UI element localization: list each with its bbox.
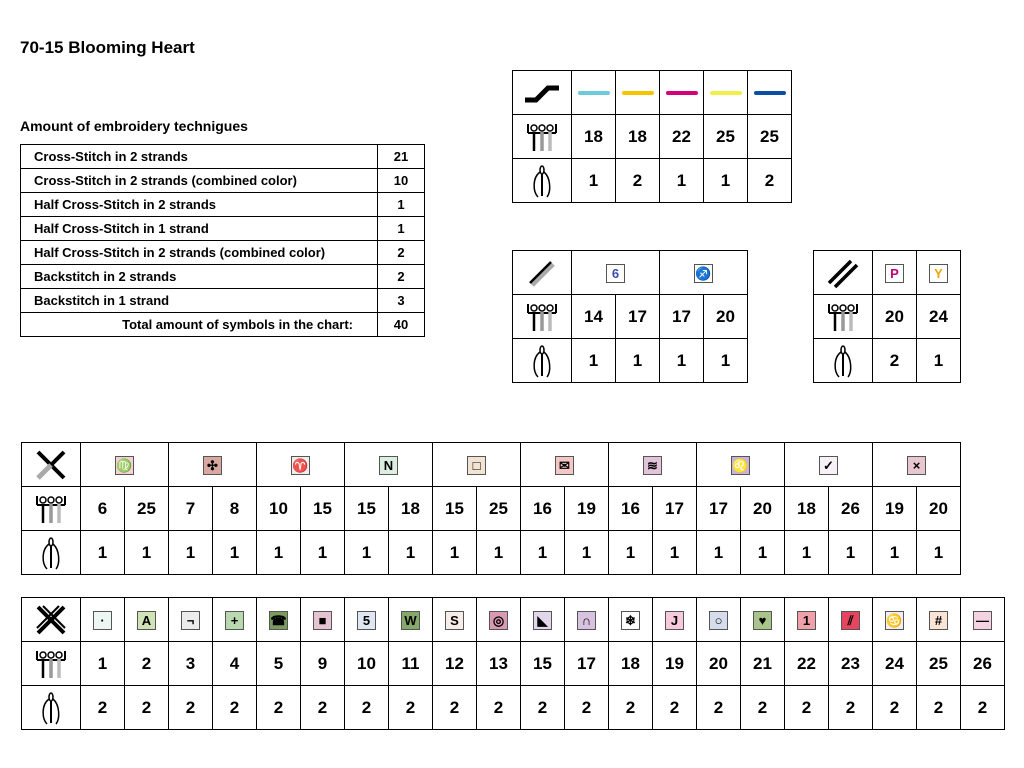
backstitch-color-cell [660, 71, 704, 115]
symbol-cell [521, 443, 609, 487]
thread-count: 1 [81, 642, 125, 686]
thread-count: 13 [477, 642, 521, 686]
strand-count: 1 [873, 531, 917, 575]
thread-count: 10 [345, 642, 389, 686]
thread-count: 17 [616, 295, 660, 339]
symbol-cell [873, 598, 917, 642]
backstitch-line [710, 91, 742, 95]
symbol-cell [829, 598, 873, 642]
cross-stitch-combined-table [21, 442, 961, 575]
strand-row [513, 339, 748, 383]
symbol-cell [345, 598, 389, 642]
symbol-cell [873, 443, 961, 487]
technique-label: Half Cross-Stitch in 1 strand [21, 217, 378, 241]
thread-count: 15 [521, 642, 565, 686]
thread-count: 20 [873, 295, 917, 339]
strand-count: 2 [873, 339, 917, 383]
thread-row [22, 487, 961, 531]
strand-count: 2 [125, 686, 169, 730]
technique-label: Cross-Stitch in 2 strands [21, 145, 378, 169]
thread-count: 21 [741, 642, 785, 686]
symbol-cell [917, 598, 961, 642]
thread-count: 19 [653, 642, 697, 686]
symbol-swatch: — [973, 611, 992, 630]
page-title: 70-15 Blooming Heart [20, 38, 195, 57]
strand-count: 1 [213, 531, 257, 575]
symbol-swatch: ✉ [555, 456, 574, 475]
thread-count: 18 [389, 487, 433, 531]
symbol-cell [345, 443, 433, 487]
technique-count: 3 [378, 289, 425, 313]
thread-count: 26 [961, 642, 1005, 686]
thread-count: 15 [301, 487, 345, 531]
thread-count: 4 [213, 642, 257, 686]
thread-count: 15 [433, 487, 477, 531]
symbol-swatch: 5 [357, 611, 376, 630]
symbol-swatch: 6 [606, 264, 625, 283]
thread-count: 17 [697, 487, 741, 531]
thread-count: 25 [917, 642, 961, 686]
amount-table [20, 144, 425, 337]
thread-count: 18 [785, 487, 829, 531]
half-cross-combined-table [512, 250, 748, 383]
strand-count: 1 [301, 531, 345, 575]
symbol-swatch: N [379, 456, 398, 475]
symbol-cell [741, 598, 785, 642]
thread-count: 22 [785, 642, 829, 686]
symbol-cell [81, 598, 125, 642]
strand-count: 2 [961, 686, 1005, 730]
half-cross-stitch-icon [513, 251, 572, 295]
symbol-cell [169, 598, 213, 642]
thread-row [513, 295, 748, 339]
symbol-swatch: J [665, 611, 684, 630]
strand-count: 1 [653, 531, 697, 575]
thread-count: 9 [301, 642, 345, 686]
strand-count: 1 [565, 531, 609, 575]
symbol-cell [81, 443, 169, 487]
symbol-swatch: ✓ [819, 456, 838, 475]
technique-label: Cross-Stitch in 2 strands (combined color) [21, 169, 378, 193]
symbol-cell [785, 443, 873, 487]
thread-row [814, 295, 961, 339]
strand-count: 2 [741, 686, 785, 730]
backstitch-icon [513, 71, 572, 115]
table-row [21, 241, 425, 265]
table-row [21, 217, 425, 241]
backstitch-line [754, 91, 786, 95]
symbol-cell [609, 598, 653, 642]
strand-count: 2 [213, 686, 257, 730]
thread-count: 16 [609, 487, 653, 531]
needle-icon [22, 686, 81, 730]
thread-count: 24 [917, 295, 961, 339]
symbol-cell [477, 598, 521, 642]
thread-count: 3 [169, 642, 213, 686]
symbol-swatch: 1 [797, 611, 816, 630]
thread-count: 18 [572, 115, 616, 159]
thread-count: 12 [433, 642, 477, 686]
strand-count: 1 [660, 159, 704, 203]
thread-count: 17 [565, 642, 609, 686]
symbol-swatch: ✣ [203, 456, 222, 475]
symbol-swatch: ○ [709, 611, 728, 630]
technique-count: 2 [378, 241, 425, 265]
thread-count: 11 [389, 642, 433, 686]
half-cross-single-table [813, 250, 961, 383]
strand-count: 2 [917, 686, 961, 730]
symbol-cell [433, 443, 521, 487]
symbol-cell [521, 598, 565, 642]
thread-count: 16 [521, 487, 565, 531]
strand-count: 2 [81, 686, 125, 730]
symbol-swatch: + [225, 611, 244, 630]
symbol-cell [257, 598, 301, 642]
strand-count: 1 [785, 531, 829, 575]
thread-count: 25 [704, 115, 748, 159]
needle-icon [814, 339, 873, 383]
strand-count: 2 [169, 686, 213, 730]
thread-row [22, 642, 1005, 686]
symbol-cell [697, 598, 741, 642]
technique-label: Half Cross-Stitch in 2 strands (combined color) [21, 241, 378, 265]
backstitch-color-cell [704, 71, 748, 115]
symbol-cell [213, 598, 257, 642]
symbol-row [22, 598, 1005, 642]
technique-label: Half Cross-Stitch in 2 strands [21, 193, 378, 217]
symbol-swatch: ■ [313, 611, 332, 630]
strand-count: 1 [741, 531, 785, 575]
technique-count: 10 [378, 169, 425, 193]
strand-count: 1 [257, 531, 301, 575]
symbol-cell [301, 598, 345, 642]
total-label: Total amount of symbols in the chart: [21, 313, 378, 337]
thread-icon [22, 487, 81, 531]
symbol-cell [961, 598, 1005, 642]
strand-count: 2 [873, 686, 917, 730]
thread-icon [814, 295, 873, 339]
strand-count: 2 [477, 686, 521, 730]
technique-count: 2 [378, 265, 425, 289]
thread-icon [513, 115, 572, 159]
thread-count: 8 [213, 487, 257, 531]
thread-count: 25 [748, 115, 792, 159]
needle-icon [513, 339, 572, 383]
strand-count: 1 [345, 531, 389, 575]
thread-count: 25 [125, 487, 169, 531]
backstitch-table [512, 70, 792, 203]
thread-count: 18 [609, 642, 653, 686]
table-row [21, 265, 425, 289]
symbol-swatch: ❄ [621, 611, 640, 630]
strand-count: 1 [81, 531, 125, 575]
thread-count: 20 [917, 487, 961, 531]
symbol-cell [873, 251, 917, 295]
symbol-row [513, 251, 748, 295]
strand-count: 1 [572, 339, 616, 383]
backstitch-color-cell [748, 71, 792, 115]
strand-count: 1 [704, 339, 748, 383]
strand-count: 1 [660, 339, 704, 383]
backstitch-color-cell [572, 71, 616, 115]
technique-label: Backstitch in 2 strands [21, 265, 378, 289]
thread-count: 17 [660, 295, 704, 339]
symbol-swatch: ♍ [116, 457, 133, 473]
symbol-swatch: ♈ [292, 457, 309, 473]
thread-icon [22, 642, 81, 686]
symbol-cell [697, 443, 785, 487]
strand-count: 1 [829, 531, 873, 575]
strand-count: 1 [917, 531, 961, 575]
thread-count: 17 [653, 487, 697, 531]
strand-count: 2 [785, 686, 829, 730]
strand-count: 2 [521, 686, 565, 730]
strand-count: 1 [616, 339, 660, 383]
table-row [21, 169, 425, 193]
table-row [21, 193, 425, 217]
strand-count: 1 [704, 159, 748, 203]
symbol-cell [785, 598, 829, 642]
symbol-cell [653, 598, 697, 642]
strand-count: 2 [609, 686, 653, 730]
strand-count: 1 [389, 531, 433, 575]
cross-stitch-icon [22, 598, 81, 642]
strand-row [22, 686, 1005, 730]
strand-count: 2 [565, 686, 609, 730]
total-value: 40 [378, 313, 425, 337]
symbol-swatch: ◎ [489, 611, 508, 630]
strand-count: 2 [257, 686, 301, 730]
technique-label: Backstitch in 1 strand [21, 289, 378, 313]
technique-count: 1 [378, 217, 425, 241]
total-row [21, 313, 425, 337]
backstitch-color-cell [616, 71, 660, 115]
symbol-swatch: ◣ [533, 611, 552, 630]
thread-count: 14 [572, 295, 616, 339]
strand-count: 2 [301, 686, 345, 730]
strand-count: 1 [521, 531, 565, 575]
thread-count: 25 [477, 487, 521, 531]
symbol-swatch: W [401, 611, 420, 630]
thread-count: 10 [257, 487, 301, 531]
symbol-row [22, 443, 961, 487]
thread-count: 7 [169, 487, 213, 531]
thread-count: 19 [565, 487, 609, 531]
symbol-swatch: × [907, 456, 926, 475]
symbol-swatch: A [137, 611, 156, 630]
needle-icon [22, 531, 81, 575]
symbol-cell [433, 598, 477, 642]
symbol-cell [609, 443, 697, 487]
strand-row [513, 159, 792, 203]
technique-count: 1 [378, 193, 425, 217]
backstitch-line [578, 91, 610, 95]
symbol-cell [169, 443, 257, 487]
thread-icon [513, 295, 572, 339]
thread-count: 5 [257, 642, 301, 686]
thread-row [513, 115, 792, 159]
technique-count: 21 [378, 145, 425, 169]
strand-count: 1 [125, 531, 169, 575]
symbol-swatch: ≋ [643, 456, 662, 475]
symbol-cell [917, 251, 961, 295]
needle-icon [513, 159, 572, 203]
symbol-swatch: ♌ [732, 457, 749, 473]
thread-count: 19 [873, 487, 917, 531]
symbol-cell [660, 251, 748, 295]
symbol-swatch: # [929, 611, 948, 630]
symbol-cell [257, 443, 345, 487]
thread-count: 20 [697, 642, 741, 686]
strand-count: 2 [653, 686, 697, 730]
symbol-cell [389, 598, 433, 642]
symbol-cell [125, 598, 169, 642]
symbol-swatch: P [885, 264, 904, 283]
strand-count: 1 [477, 531, 521, 575]
table-row [21, 145, 425, 169]
strand-count: 2 [345, 686, 389, 730]
symbol-cell [565, 598, 609, 642]
cross-stitch-table [21, 597, 1005, 730]
strand-count: 1 [572, 159, 616, 203]
thread-count: 22 [660, 115, 704, 159]
thread-count: 15 [345, 487, 389, 531]
strand-count: 2 [697, 686, 741, 730]
strand-count: 2 [748, 159, 792, 203]
symbol-row [814, 251, 961, 295]
section-subtitle: Amount of embroidery technigues [20, 118, 248, 134]
strand-count: 1 [433, 531, 477, 575]
symbol-swatch: ⫽ [841, 611, 860, 630]
strand-row [814, 339, 961, 383]
symbol-swatch: Y [929, 264, 948, 283]
strand-count: 1 [697, 531, 741, 575]
symbol-swatch: ☎ [270, 612, 287, 628]
thread-count: 23 [829, 642, 873, 686]
strand-count: 1 [917, 339, 961, 383]
thread-count: 20 [741, 487, 785, 531]
strand-row [22, 531, 961, 575]
strand-count: 2 [829, 686, 873, 730]
table-row [21, 289, 425, 313]
cross-stitch-combined-icon [22, 443, 81, 487]
thread-count: 18 [616, 115, 660, 159]
strand-count: 2 [616, 159, 660, 203]
symbol-cell [572, 251, 660, 295]
symbol-swatch: ♐ [695, 265, 712, 281]
symbol-swatch: ♋ [886, 612, 903, 628]
strand-count: 1 [609, 531, 653, 575]
symbol-swatch: □ [467, 456, 486, 475]
half-cross-stitch-double-icon [814, 251, 873, 295]
thread-count: 2 [125, 642, 169, 686]
symbol-swatch: ∩ [577, 611, 596, 630]
strand-count: 2 [433, 686, 477, 730]
thread-count: 26 [829, 487, 873, 531]
thread-count: 20 [704, 295, 748, 339]
backstitch-line [666, 91, 698, 95]
symbol-swatch: · [93, 611, 112, 630]
strand-count: 2 [389, 686, 433, 730]
color-row [513, 71, 792, 115]
symbol-swatch: ♥ [753, 611, 772, 630]
symbol-swatch: ¬ [181, 611, 200, 630]
symbol-swatch: S [445, 611, 464, 630]
strand-count: 1 [169, 531, 213, 575]
thread-count: 24 [873, 642, 917, 686]
thread-count: 6 [81, 487, 125, 531]
backstitch-line [622, 91, 654, 95]
